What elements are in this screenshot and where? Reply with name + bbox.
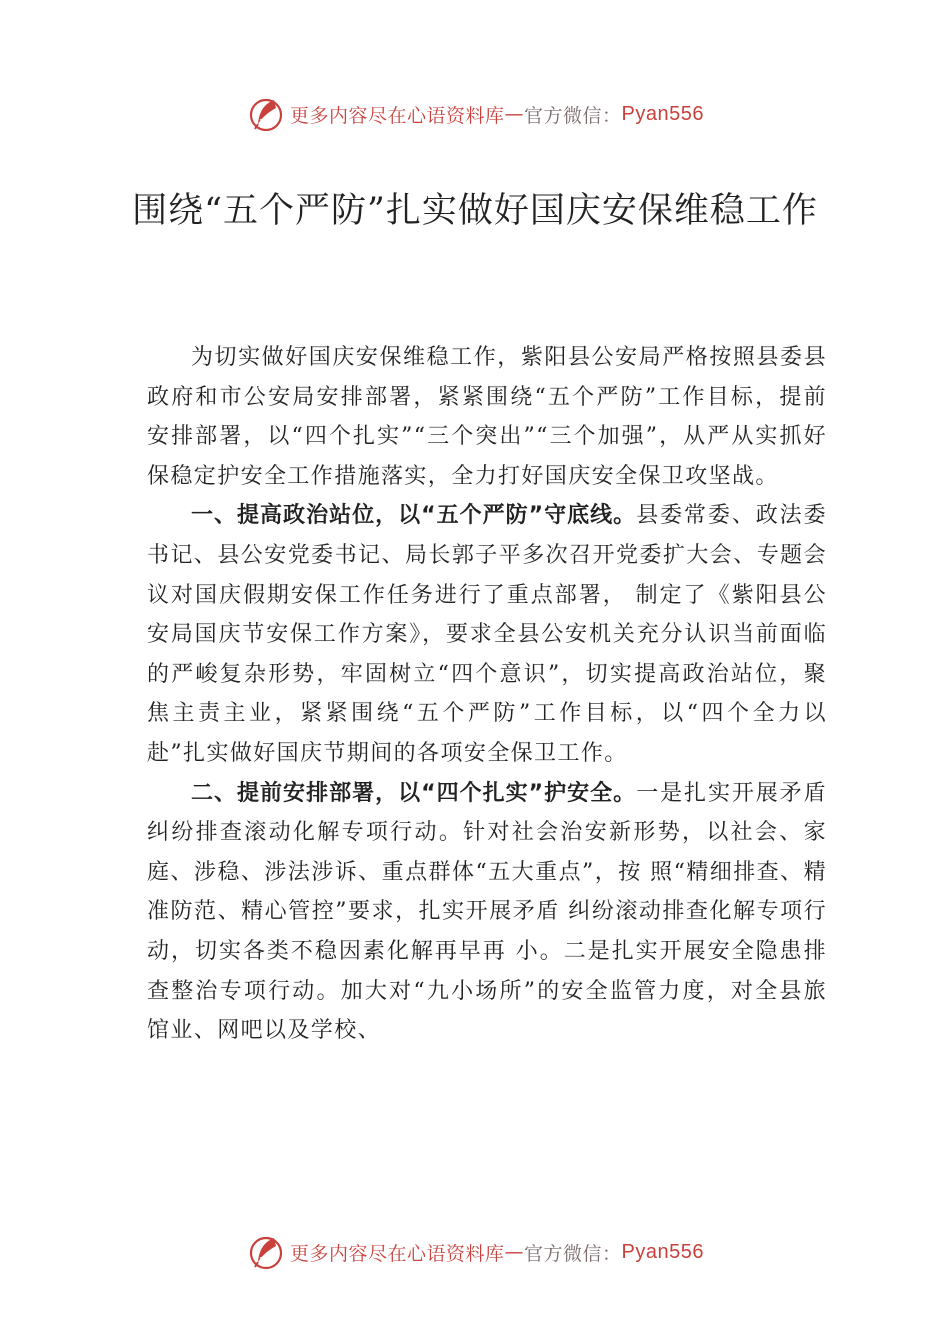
- header-wechat-id: Pyan556: [621, 102, 704, 125]
- document-body: [147, 338, 827, 1051]
- paragraph-heading: 二、提前安排部署，以“四个扎实”护安全。: [191, 780, 637, 806]
- document-title: 围绕“五个严防”扎实做好国庆安保维稳工作: [132, 191, 818, 231]
- paragraph: [147, 338, 827, 496]
- footer-wechat-label: 官方微信：: [524, 1242, 622, 1265]
- header-watermark: [0, 94, 950, 134]
- footer-watermark: [0, 1232, 950, 1272]
- paragraph: [147, 496, 827, 773]
- header-wechat-label: 官方微信：: [524, 104, 622, 127]
- paragraph-text: 一是扎实开展矛盾纠纷排查滚动化解专项行动。针对社会治安新形势，以社会、家庭、涉稳、涉法涉诉、重点群体“五大重点”，按 照“精细排查、精准防范、精心管控”要求，扎实开展矛盾 纠纷滚动排查化解专项行动，切实各类不稳因素化解再早再 小。二是扎实开展安全隐患排查整治专项行动。加大对“九小场所”的安全监管力度，对全县旅馆业、网吧以及学校、: [147, 780, 828, 1044]
- quill-logo-icon: [246, 1232, 286, 1272]
- footer-dash: —: [504, 1241, 525, 1263]
- footer-wechat-id: Pyan556: [621, 1240, 704, 1263]
- header-dash: —: [504, 103, 525, 125]
- quill-logo-icon: [246, 94, 286, 134]
- paragraph: [147, 774, 827, 1051]
- footer-brand: 更多内容尽在心语资料库: [290, 1242, 505, 1265]
- paragraph-heading: 一、提高政治站位，以“五个严防”守底线。: [191, 503, 637, 529]
- paragraph-text: 为切实做好国庆安保维稳工作，紫阳县公安局严格按照县委县政府和市公安局安排部署，紧紧围绕“五个严防”工作目标，提前安排部署，以“四个扎实”“三个突出”“三个加强”，从严从实抓好保稳定护安全工作措施落实，全力打好国庆安全保卫攻坚战。: [147, 345, 827, 489]
- paragraph-text: 县委常委、政法委书记、县公安党委书记、局长郭子平多次召开党委扩大会、专题会议对国庆假期安保工作任务进行了重点部署， 制定了《紫阳县公安局国庆节安保工作方案》，要求全县公安机关充分认识当前面临的严峻复杂形势，牢固树立“四个意识”，切实提高政治站位，聚焦主责主业，紧紧围绕“五个严防”工作目标，以“四个全力以赴”扎实做好国庆节期间的各项安全保卫工作。: [147, 503, 828, 766]
- header-brand: 更多内容尽在心语资料库: [290, 104, 505, 127]
